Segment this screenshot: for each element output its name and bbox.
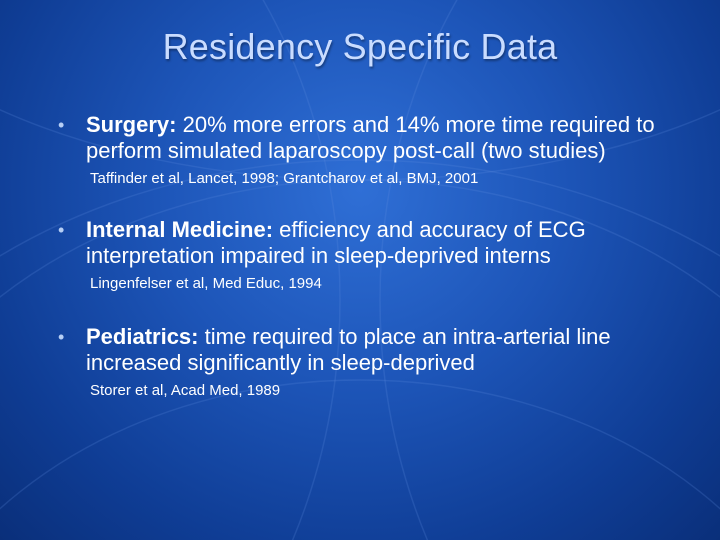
bullet-text xyxy=(86,112,696,164)
bullet-heading: Internal Medicine: xyxy=(86,217,274,242)
bullet-item-pediatrics xyxy=(56,324,696,399)
citation: Lingenfelser et al, Med Educ, 1994 xyxy=(90,275,322,292)
bullet-body: efficiency and accuracy of ECG interpretation impaired in sleep-deprived interns xyxy=(86,217,586,268)
citation: Taffinder et al, Lancet, 1998; Grantcharov et al, BMJ, 2001 xyxy=(90,170,479,187)
slide-title: Residency Specific Data xyxy=(162,26,558,67)
bullet-icon: • xyxy=(58,327,65,347)
bullet-text xyxy=(86,324,696,376)
bullet-icon: • xyxy=(58,220,65,240)
bullet-list xyxy=(56,112,696,399)
bullet-text xyxy=(86,217,696,269)
bullet-icon: • xyxy=(58,115,65,135)
bullet-body: time required to place an intra-arterial line increased significantly in sleep-deprived xyxy=(86,324,611,375)
bullet-heading: Pediatrics: xyxy=(86,324,199,349)
bullet-item-internal-medicine xyxy=(56,217,696,292)
bullet-item-surgery xyxy=(56,112,696,187)
bullet-heading: Surgery: xyxy=(86,112,177,137)
bullet-body: 20% more errors and 14% more time required to perform simulated laparoscopy post-call (two studies) xyxy=(86,112,655,163)
citation: Storer et al, Acad Med, 1989 xyxy=(90,382,281,399)
